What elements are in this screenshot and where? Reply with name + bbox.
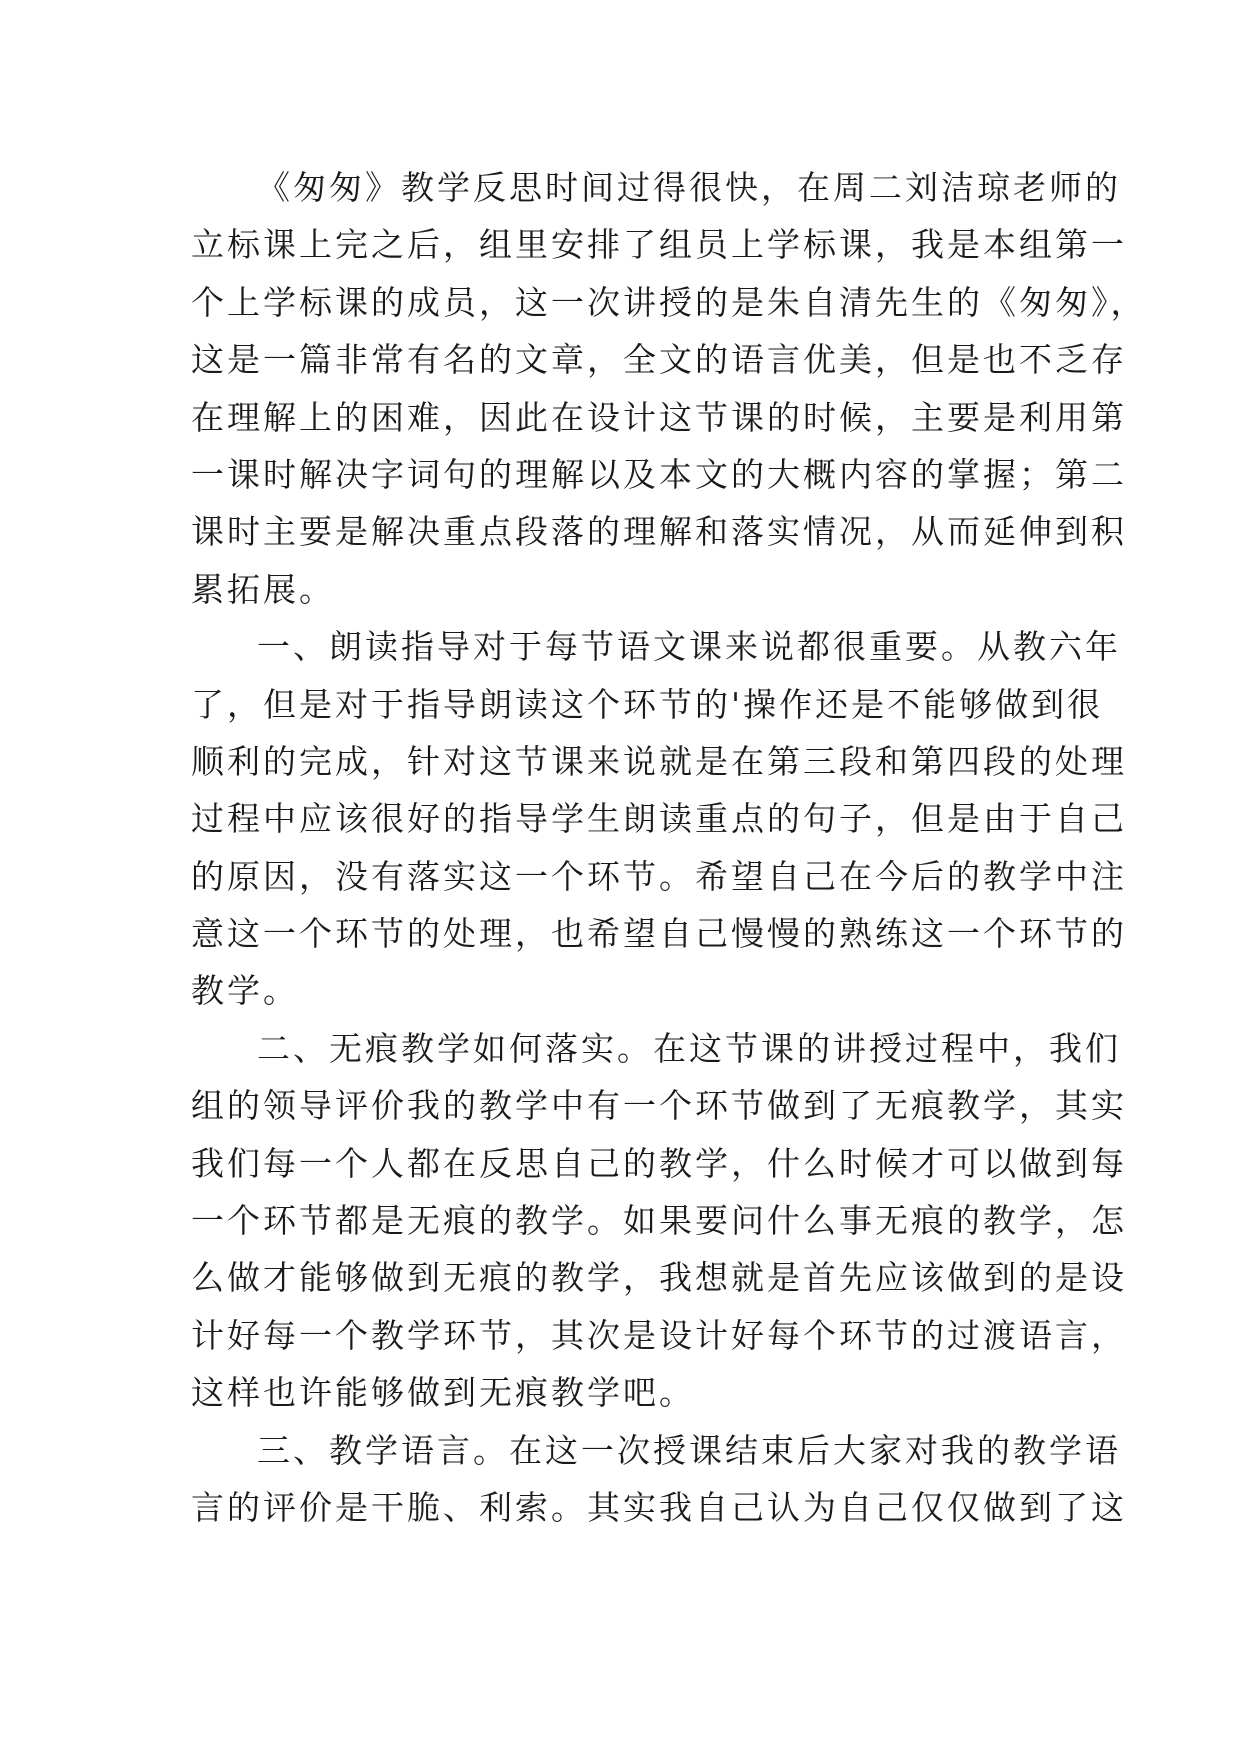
paragraph-point-2 bbox=[191, 1020, 1127, 1422]
text-line: 《匆匆》教学反思时间过得很快，在周二刘洁琼老师的 bbox=[257, 168, 1121, 207]
text-line: 课时主要是解决重点段落的理解和落实情况，从而延伸到积 bbox=[191, 512, 1127, 552]
text-line: 累拓展。 bbox=[191, 569, 335, 609]
text-line: 组的领导评价我的教学中有一个环节做到了无痕教学，其实 bbox=[191, 1086, 1127, 1126]
text-line: 顺利的完成，针对这节课来说就是在第三段和第四段的处理 bbox=[191, 741, 1127, 781]
paragraph-point-3 bbox=[191, 1422, 1127, 1537]
document-body bbox=[191, 159, 1147, 1536]
paragraph-intro bbox=[191, 159, 1147, 618]
text-line: 我们每一个人都在反思自己的教学，什么时候才可以做到每 bbox=[191, 1143, 1127, 1183]
text-line: 这样也许能够做到无痕教学吧。 bbox=[191, 1373, 695, 1413]
text-line: 言的评价是干脆、利索。其实我自己认为自己仅仅做到了这 bbox=[191, 1487, 1127, 1527]
text-line: 个上学标课的成员，这一次讲授的是朱自清先生的《匆匆》， bbox=[191, 282, 1147, 322]
paragraph-point-1 bbox=[191, 618, 1127, 1020]
text-line: 二、无痕教学如何落实。在这节课的讲授过程中，我们 bbox=[257, 1028, 1121, 1068]
text-line: 这是一篇非常有名的文章，全文的语言优美，但是也不乏存 bbox=[191, 340, 1127, 380]
text-line: 教学。 bbox=[191, 971, 299, 1011]
text-line: 立标课上完之后，组里安排了组员上学标课，我是本组第一 bbox=[191, 225, 1127, 265]
text-line: 在理解上的困难，因此在设计这节课的时候，主要是利用第 bbox=[191, 397, 1127, 437]
text-line: 一、朗读指导对于每节语文课来说都很重要。从教六年 bbox=[257, 627, 1121, 667]
text-line: 三、教学语言。在这一次授课结束后大家对我的教学语 bbox=[257, 1430, 1121, 1470]
text-line: 的原因，没有落实这一个环节。希望自己在今后的教学中注 bbox=[191, 856, 1127, 896]
text-line: 意这一个环节的处理，也希望自己慢慢的熟练这一个环节的 bbox=[191, 914, 1127, 954]
text-line: 么做才能够做到无痕的教学，我想就是首先应该做到的是设 bbox=[191, 1258, 1127, 1298]
text-line: 过程中应该很好的指导学生朗读重点的句子，但是由于自己 bbox=[191, 799, 1127, 839]
text-line: 一个环节都是无痕的教学。如果要问什么事无痕的教学，怎 bbox=[191, 1201, 1127, 1241]
text-line: 了，但是对于指导朗读这个环节的'操作还是不能够做到很 bbox=[191, 684, 1104, 724]
text-line: 计好每一个教学环节，其次是设计好每个环节的过渡语言， bbox=[191, 1315, 1127, 1355]
text-line: 一课时解决字词句的理解以及本文的大概内容的掌握；第二 bbox=[191, 454, 1127, 494]
